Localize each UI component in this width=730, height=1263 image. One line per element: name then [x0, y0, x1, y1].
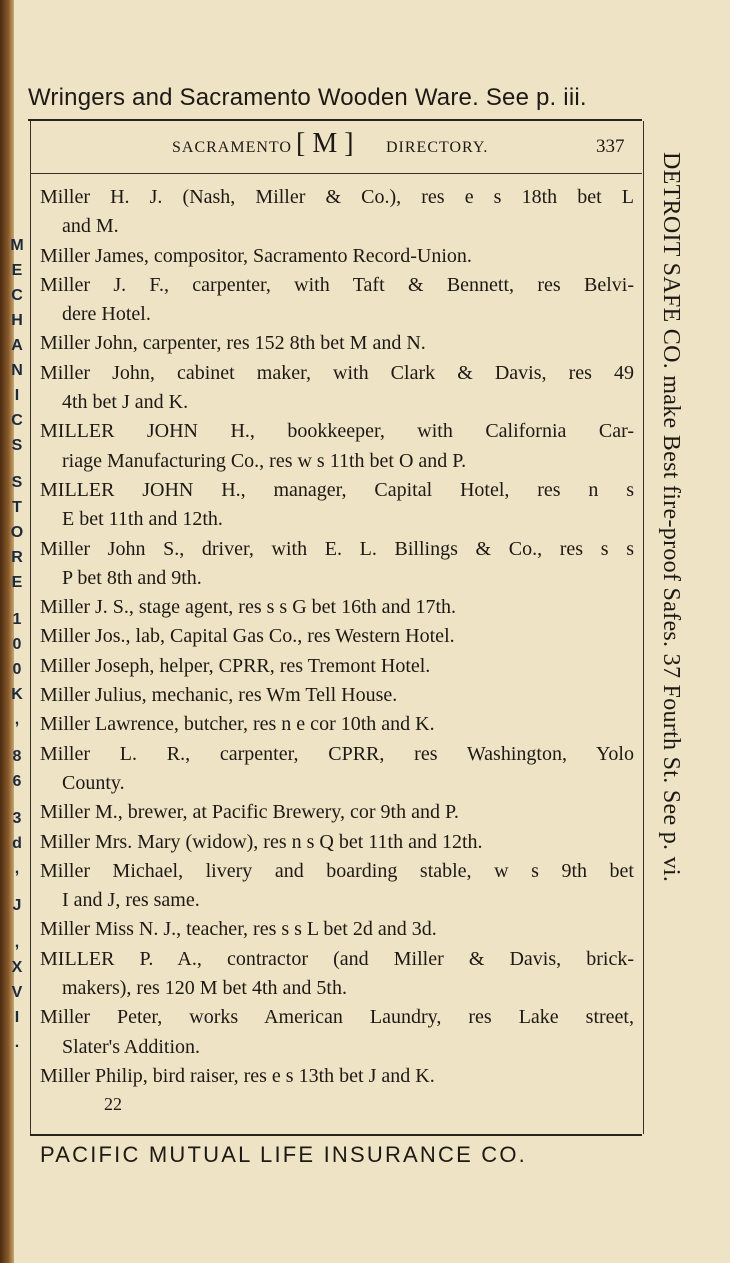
left-ad-letter: 3 — [12, 810, 22, 827]
entry-continuation: P bet 8th and 9th. — [62, 566, 202, 589]
entry-line: Miller Julius, mechanic, res Wm Tell House. — [40, 684, 398, 707]
left-ad-letter: V — [11, 984, 23, 1001]
left-ad-letter — [2, 458, 32, 470]
running-head-letter: [ M ] — [296, 128, 354, 159]
left-ad-letter — [2, 794, 32, 806]
left-ad-letter: E — [11, 574, 23, 591]
top-margin-advertisement: Wringers and Sacramento Wooden Ware. See p. iii. — [28, 84, 587, 111]
entry-continuation: Slater's Addition. — [62, 1035, 201, 1058]
directory-entry — [40, 945, 634, 1004]
entry-line: Miller John, cabinet maker, with Clark & Davis, res 49 — [40, 361, 634, 384]
entry-line: MILLER JOHN H., manager, Capital Hotel, res n s — [40, 478, 634, 501]
left-ad-letter — [2, 918, 32, 930]
entry-line: Miller J. F., carpenter, with Taft & Bennett, res Belvi- — [40, 273, 634, 296]
bottom-margin-advertisement: PACIFIC MUTUAL LIFE INSURANCE CO. — [40, 1142, 527, 1167]
entry-line: Miller J. S., stage agent, res s s G bet 16th and 17th. — [40, 596, 457, 619]
directory-entry — [40, 359, 634, 418]
directory-entry — [40, 622, 634, 651]
left-ad-letter: T — [12, 499, 22, 516]
left-ad-letter: 8 — [12, 748, 22, 765]
directory-entry — [40, 652, 634, 681]
entry-continuation: I and J, res same. — [62, 889, 200, 912]
directory-entry — [40, 740, 634, 799]
entry-line: MILLER P. A., contractor (and Miller & Davis, brick- — [40, 947, 634, 970]
entry-continuation: 4th bet J and K. — [62, 391, 189, 414]
entry-line: MILLER JOHN H., bookkeeper, with California Car- — [40, 420, 634, 443]
header-rule — [30, 173, 642, 174]
entry-continuation: and M. — [62, 215, 119, 238]
right-margin-advertisement: DETROIT SAFE CO. make Best fire-proof Safes. 37 Fourth St. See p. vi. — [658, 152, 684, 883]
left-ad-letter: 0 — [12, 636, 22, 653]
left-ad-letter: , — [14, 934, 20, 951]
entry-line: Miller H. J. (Nash, Miller & Co.), res e s 18th bet L — [40, 186, 634, 208]
entry-line: Miller John, carpenter, res 152 8th bet M and N. — [40, 332, 426, 355]
entry-continuation: E bet 11th and 12th. — [62, 508, 223, 531]
left-ad-letter: X — [11, 959, 23, 976]
left-ad-letter: d — [12, 835, 22, 852]
directory-entry — [40, 710, 634, 739]
entry-line: Miller Mrs. Mary (widow), res n s Q bet 11th and 12th. — [40, 830, 483, 853]
entry-line: Miller Lawrence, butcher, res n e cor 10th and K. — [40, 713, 435, 736]
directory-entry — [40, 828, 634, 857]
left-ad-letter: O — [10, 524, 24, 541]
left-ad-letter: . — [14, 1034, 20, 1051]
entry-line: Miller Philip, bird raiser, res e s 13th bet J and K. — [40, 1064, 435, 1087]
left-ad-letter: M — [10, 237, 24, 254]
bottom-rule — [30, 1134, 642, 1136]
directory-entry — [40, 1062, 634, 1091]
left-ad-letter: C — [11, 412, 23, 429]
entry-continuation: riage Manufacturing Co., res w s 11th bet O and P. — [62, 449, 467, 472]
left-ad-letter: E — [11, 262, 23, 279]
left-ad-letter: , — [14, 860, 20, 877]
left-ad-letter: S — [11, 437, 23, 454]
entry-line: Miller Michael, livery and boarding stable, w s 9th bet — [40, 859, 634, 882]
entry-line: Miller John S., driver, with E. L. Billings & Co., res s s — [40, 537, 634, 560]
left-ad-letter: 1 — [12, 611, 22, 628]
left-ad-letter — [2, 595, 32, 607]
directory-entry — [40, 271, 634, 330]
entry-line: Miller Peter, works American Laundry, res Lake street, — [40, 1006, 634, 1029]
entry-line: Miller M., brewer, at Pacific Brewery, cor 9th and P. — [40, 801, 459, 824]
left-ad-letter: C — [11, 287, 23, 304]
running-head — [30, 128, 642, 168]
left-margin-advertisement — [2, 233, 32, 1055]
left-ad-letter: , — [14, 711, 20, 728]
directory-entry — [40, 417, 634, 476]
entry-line: Miller James, compositor, Sacramento Record-Union. — [40, 244, 472, 267]
directory-entry — [40, 183, 634, 242]
left-ad-letter: I — [14, 1009, 20, 1026]
directory-entry — [40, 593, 634, 622]
directory-entry — [40, 857, 634, 916]
directory-entry — [40, 476, 634, 535]
page-number: 337 — [596, 136, 625, 157]
directory-entries — [40, 183, 634, 1091]
left-ad-letter: A — [11, 337, 23, 354]
left-ad-letter: K — [11, 686, 23, 703]
directory-entry — [40, 798, 634, 827]
entry-line: Miller L. R., carpenter, CPRR, res Washington, Yolo — [40, 742, 634, 765]
left-ad-letter: 6 — [12, 773, 22, 790]
directory-entry — [40, 329, 634, 358]
left-ad-letter — [2, 881, 32, 893]
entry-line: Miller Joseph, helper, CPRR, res Tremont Hotel. — [40, 654, 431, 677]
signature-mark: 22 — [104, 1094, 122, 1114]
entry-line: Miller Jos., lab, Capital Gas Co., res Western Hotel. — [40, 625, 455, 648]
running-head-city: SACRAMENTO — [172, 139, 292, 156]
left-ad-letter: J — [12, 897, 22, 914]
directory-entry — [40, 1003, 634, 1062]
left-ad-letter: N — [11, 362, 23, 379]
entry-continuation: makers), res 120 M bet 4th and 5th. — [62, 977, 347, 1000]
left-ad-letter: H — [11, 312, 23, 329]
running-head-title: DIRECTORY. — [386, 139, 489, 156]
entry-continuation: dere Hotel. — [62, 303, 151, 326]
directory-entry — [40, 681, 634, 710]
left-ad-letter: 0 — [12, 661, 22, 678]
directory-entry — [40, 535, 634, 594]
left-ad-letter — [2, 732, 32, 744]
entry-line: Miller Miss N. J., teacher, res s s L bet 2d and 3d. — [40, 918, 437, 941]
entry-continuation: County. — [62, 771, 125, 794]
directory-entry — [40, 242, 634, 271]
left-ad-letter: R — [11, 549, 23, 566]
left-ad-letter: S — [11, 474, 23, 491]
directory-entry — [40, 915, 634, 944]
left-ad-letter: I — [14, 387, 20, 404]
